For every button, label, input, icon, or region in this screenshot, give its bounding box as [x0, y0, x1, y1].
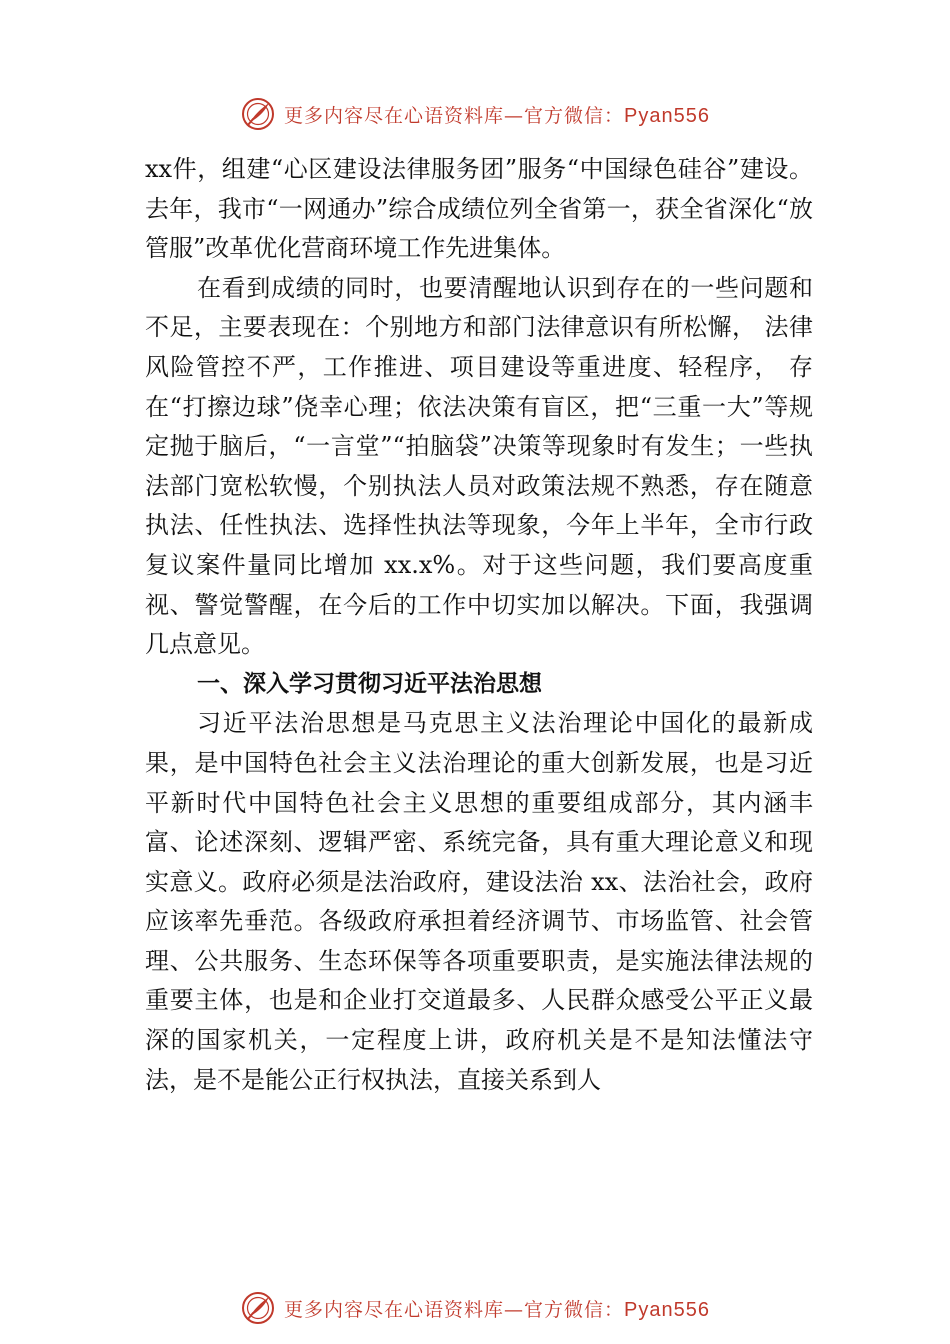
paragraph-continued: xx件，组建“⼼区建设法律服务团”服务“中国绿色硅谷”建设。去年，我市“一网通办”综合成绩位列全省第一，获全省深化“放管服”改革优化营商环境工作先进集体。: [145, 155, 813, 263]
wechat-handle: Pyan556: [624, 1298, 710, 1321]
banner-text: [284, 1295, 710, 1322]
section-heading: 一、深入学习贯彻习近平法治思想: [197, 670, 542, 697]
header-banner: [0, 92, 950, 136]
footer-banner: [0, 1286, 950, 1330]
quill-logo-icon: [240, 96, 276, 132]
wechat-handle: Pyan556: [624, 104, 710, 127]
banner-text: [284, 101, 710, 128]
banner-title: 更多内容尽在心语资料库—官方微信：: [284, 1298, 625, 1321]
banner-title: 更多内容尽在心语资料库—官方微信：: [284, 104, 625, 127]
document-body: [145, 150, 813, 1100]
quill-logo-icon: [240, 1290, 276, 1326]
paragraph-problems: 在看到成绩的同时，也要清醒地认识到存在的一些问题和不足，主要表现在：个别地方和部门法律意识有所松懈， 法律风险管控不严，工作推进、项目建设等重进度、轻程序， 存在“打擦边球”侥幸心理；依法决策有盲区，把“三重一大”等规定抛于脑后，“一言堂”“拍脑袋”决策等现象时有发生；一些执法部门宽松软慢，个别执法人员对政策法规不熟悉，存在随意执法、任性执法、选择性执法等现象，今年上半年，全市行政复议案件量同比增加 xx.x%。对于这些问题，我们要高度重视、警觉警醒，在今后的工作中切实加以解决。下面，我强调几点意见。: [145, 273, 813, 659]
paragraph-rule-of-law: 习近平法治思想是马克思主义法治理论中国化的最新成果，是中国特色社会主义法治理论的重大创新发展，也是习近平新时代中国特色社会主义思想的重要组成部分，其内涵丰富、论述深刻、逻辑严密、系统完备，具有重大理论意义和现实意义。政府必须是法治政府，建设法治 xx、法治社会，政府应该率先垂范。各级政府承担着经济调节、市场监管、社会管理、公共服务、生态环保等各项重要职责，是实施法律法规的重要主体，也是和企业打交道最多、人民群众感受公平正义最深的国家机关，一定程度上讲，政府机关是不是知法懂法守法，是不是能公正行权执法，直接关系到人: [145, 709, 813, 1094]
